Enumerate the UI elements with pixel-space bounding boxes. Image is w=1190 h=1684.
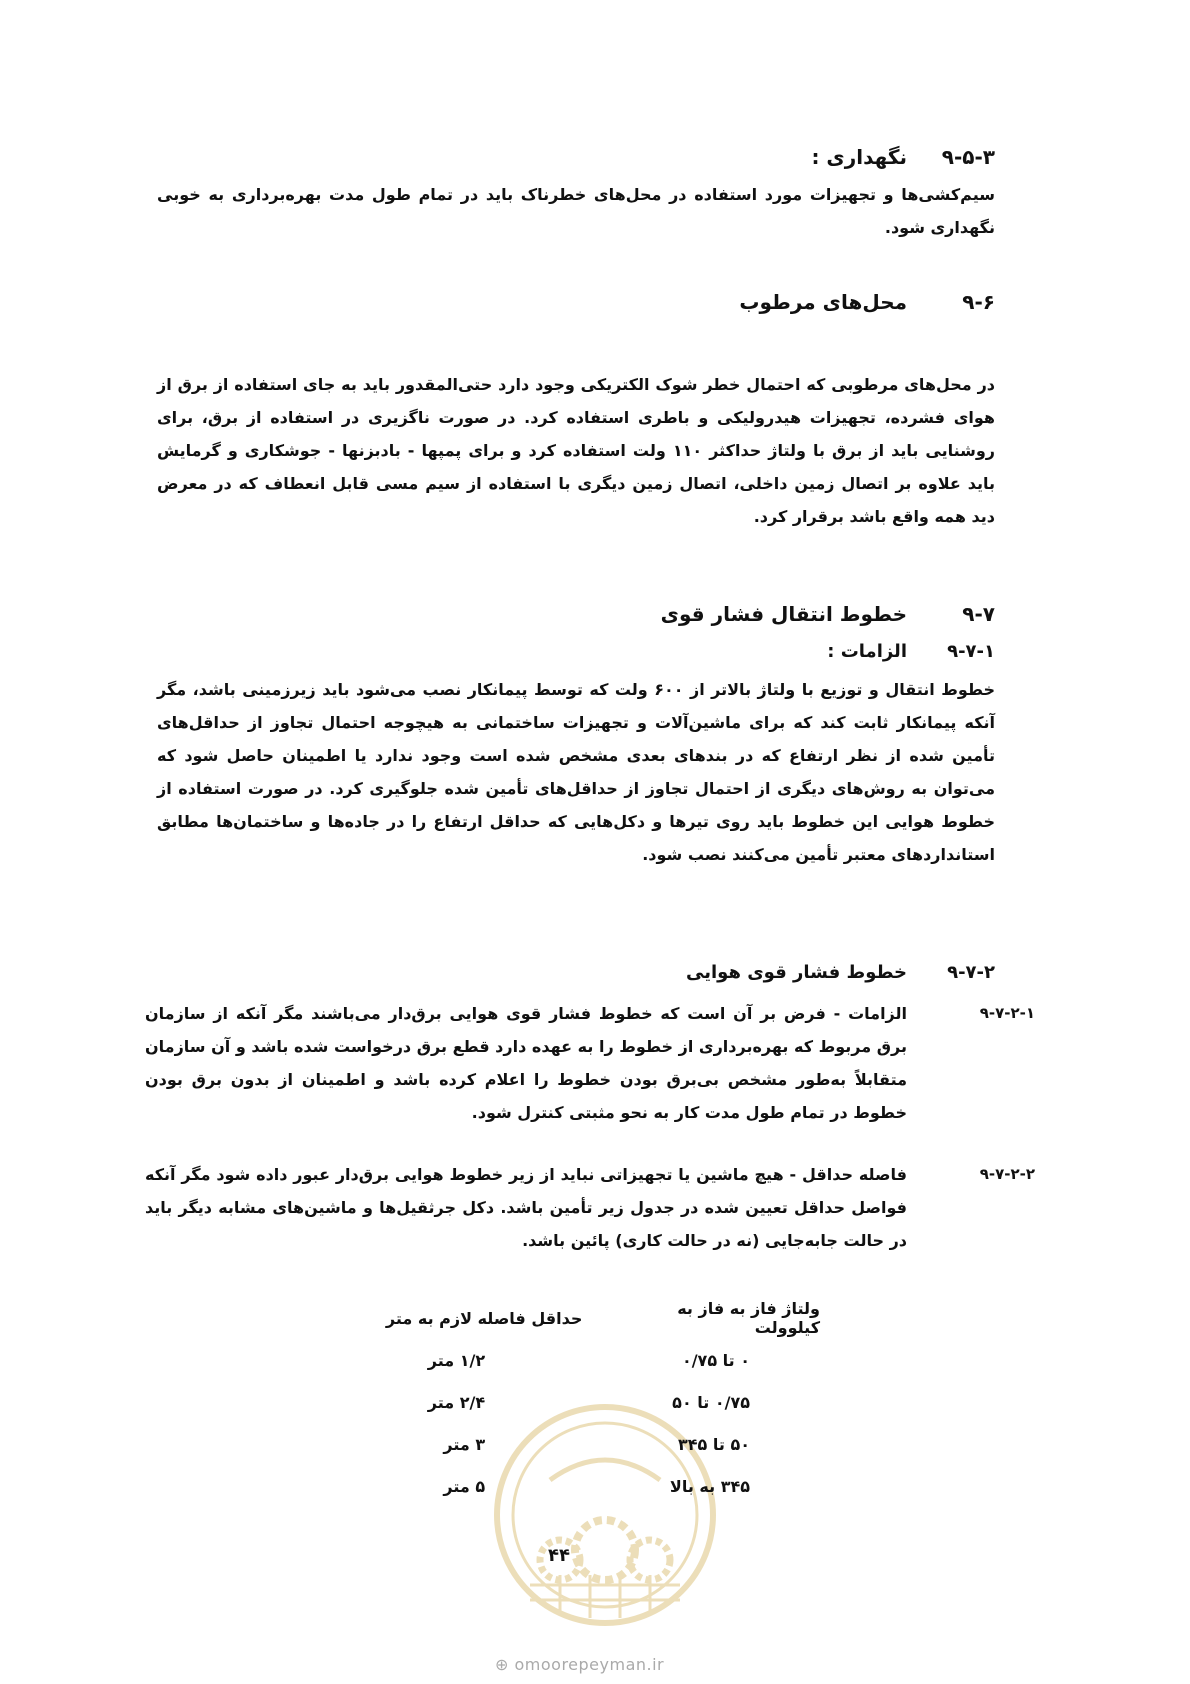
table-header-row xyxy=(300,1297,820,1339)
table-row xyxy=(300,1381,820,1423)
table-cell-distance: ۵ متر xyxy=(443,1476,486,1496)
section-number: ۹-۷-۲ xyxy=(947,962,995,983)
section-heading-9-7 xyxy=(661,599,995,629)
watermark-site-text xyxy=(495,1655,664,1674)
paragraph-wet-locations: در محل‌های مرطوبی که احتمال خطر شوک الکتریکی وجود دارد حتی‌المقدور باید به جای استفاده از برق از هوای فشرده، تجهیزات هیدرولیکی و باطری استفاده کرد. در صورت ناگزیری در استفاده از برق، برای روشنایی باید از برق با ولتاژ حداکثر ۱۱۰ ولت استفاده کرد و برای پمپها - بادبزنها - جوشکاری و گرمایش باید علاوه بر اتصال زمین داخلی، اتصال زمین دیگری با استفاده از سیم مسی قابل انعطاف که در معرض دید همه واقع باشد برقرار کرد. xyxy=(157,375,996,526)
section-title: الزامات : xyxy=(827,641,907,662)
table-row xyxy=(300,1423,820,1465)
table-row xyxy=(300,1465,820,1507)
subitem-text: فاصله حداقل - هیچ ماشین یا تجهیزاتی نباید از زیر خطوط هوایی برق‌دار عبور داده شود مگر آنکه فواصل حداقل تعیین شده در جدول زیر تأمین باشد. دکل جرثقیل‌ها و ماشین‌های مشابه دیگر باید در حالت جابه‌جایی (نه در حالت کاری) پائین باشد. xyxy=(145,1165,907,1250)
section-number: ۹-۵-۳ xyxy=(941,145,995,169)
subitem-number: ۹-۷-۲-۲ xyxy=(979,1165,1035,1183)
subitem-text: الزامات - فرض بر آن است که خطوط فشار قوی هوایی برق‌دار می‌باشند مگر آنکه از سازمان برق مربوط که بهره‌برداری از خطوط را به عهده دارد قطع برق درخواست شده باشد و آن سازمان متقابلاً به‌طور مشخص بی‌برق بودن خطوط را اعلام کرده باشد و اطمینان از بدون برق بودن خطوط در تمام طول مدت کار به نحو مثبتی کنترل شود. xyxy=(145,1004,907,1122)
section-heading-9-7-1 xyxy=(827,637,995,667)
table-cell-voltage: ۰/۷۵ تا ۵۰ xyxy=(672,1392,750,1412)
table-cell-distance: ۱/۲ متر xyxy=(427,1350,486,1370)
section-number: ۹-۶ xyxy=(962,290,995,314)
table-cell-voltage: ۳۴۵ به بالا xyxy=(669,1476,750,1496)
section-heading-9-5-3 xyxy=(811,142,995,172)
paragraph-maintenance: سیم‌کشی‌ها و تجهیزات مورد استفاده در محل‌های خطرناک باید در تمام طول مدت بهره‌برداری به خوبی نگهداری شود. xyxy=(157,185,995,237)
clearance-table xyxy=(300,1297,820,1507)
table-header-distance: حداقل فاصله لازم به متر xyxy=(385,1308,583,1328)
globe-icon: ⊕ xyxy=(495,1655,509,1674)
section-title: خطوط فشار قوی هوایی xyxy=(686,962,907,983)
section-heading-9-6 xyxy=(739,287,995,317)
subitem-9-7-2-1 xyxy=(145,997,1035,1129)
paragraph-requirements: خطوط انتقال و توزیع با ولتاژ بالاتر از ۶۰۰ ولت که توسط پیمانکار نصب می‌شود باید زیرزمینی باشد، مگر آنکه پیمانکار ثابت کند که برای ماشین‌آلات و تجهیزات ساختمانی به هیچوجه احتمال تجاوز از حداقل‌های تأمین شده از نظر ارتفاع که در بندهای بعدی مشخص شده است وجود ندارد یا اطمینان حاصل شود که می‌توان به روش‌های دیگری از احتمال تجاوز از حداقل‌های تأمین شده جلوگیری کرد. در صورت استفاده از خطوط هوایی این خطوط باید روی تیرها و دکل‌هایی که حداقل ارتفاع را در جاده‌ها و ساختمان‌ها مطابق استانداردهای معتبر تأمین می‌کنند نصب شود. xyxy=(157,680,995,864)
section-heading-9-7-2 xyxy=(686,958,995,988)
section-title: محل‌های مرطوب xyxy=(739,290,907,314)
section-title: خطوط انتقال فشار قوی xyxy=(660,602,907,626)
page-number: ۴۴ xyxy=(548,1545,570,1566)
table-cell-voltage: ۰ تا ۰/۷۵ xyxy=(681,1350,750,1370)
section-number: ۹-۷-۱ xyxy=(947,641,995,662)
section-title: نگهداری : xyxy=(811,145,907,169)
table-cell-voltage: ۵۰ تا ۳۴۵ xyxy=(678,1434,750,1454)
table-cell-distance: ۳ متر xyxy=(443,1434,486,1454)
section-number: ۹-۷ xyxy=(962,602,995,626)
watermark-site-label: omoorepeyman.ir xyxy=(514,1655,665,1674)
subitem-number: ۹-۷-۲-۱ xyxy=(979,1004,1035,1022)
table-cell-distance: ۲/۴ متر xyxy=(427,1392,486,1412)
subitem-9-7-2-2 xyxy=(145,1158,1035,1257)
table-header-voltage: ولتاژ فاز به فاز به کیلوولت xyxy=(677,1299,820,1337)
table-row xyxy=(300,1339,820,1381)
